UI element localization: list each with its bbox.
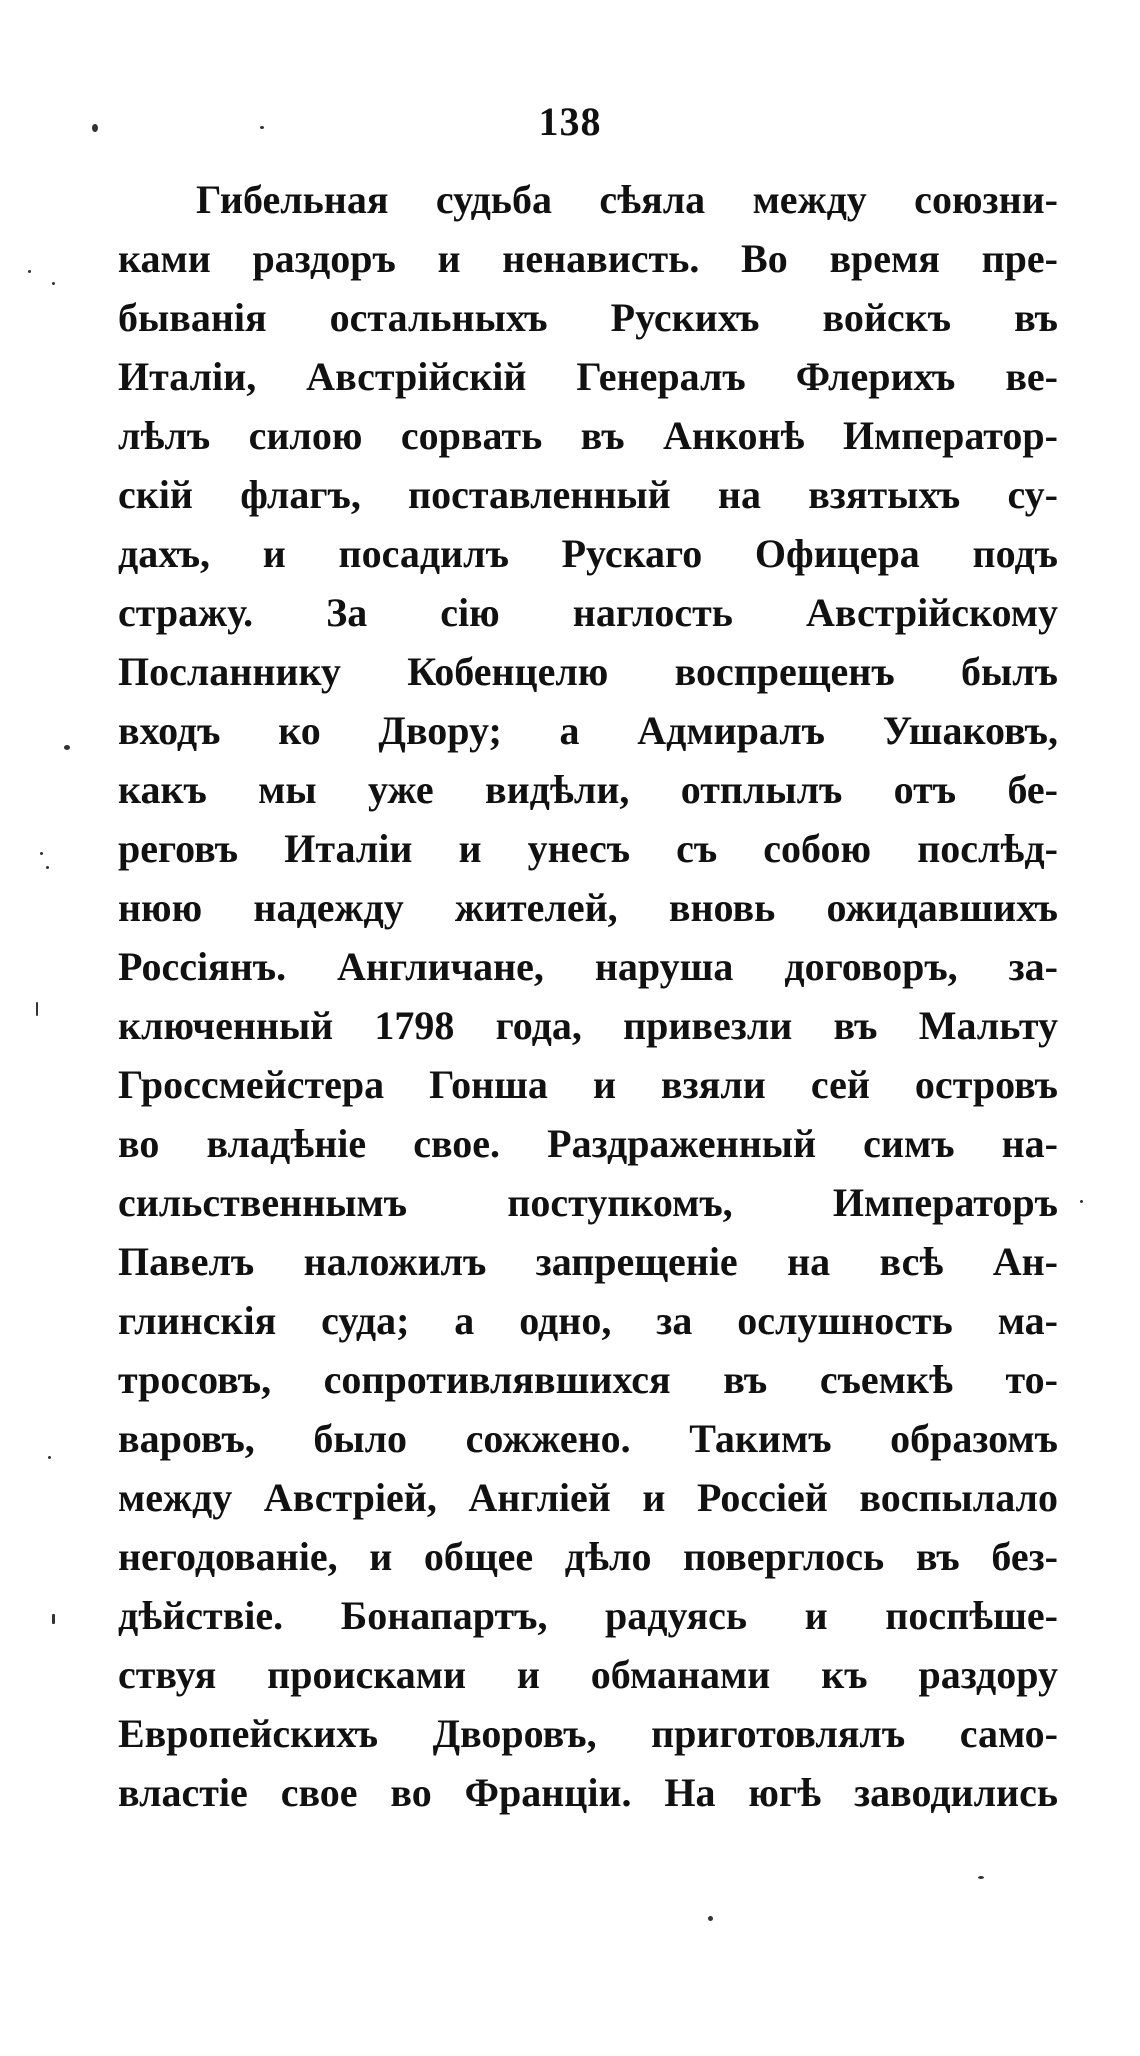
text-line: властіе свое во Франціи. На югѣ заводились: [118, 1770, 1058, 1815]
text-line: Италіи, Австрійскій Генералъ Флерихъ ве-: [118, 354, 1058, 399]
text-line: негодованіе, и общее дѣло поверглось въ без-: [118, 1534, 1058, 1579]
text-line: лѣлъ силою сорвать въ Анконѣ Император-: [118, 413, 1058, 458]
scan-speck: [52, 282, 55, 285]
scan-speck: [36, 1002, 38, 1016]
text-line: входъ ко Двору; а Адмиралъ Ушаковъ,: [118, 708, 1058, 753]
scan-speck: [52, 1614, 55, 1624]
text-line: ствуя происками и обманами къ раздору: [118, 1652, 1058, 1697]
text-line: дахъ, и посадилъ Рускаго Офицера подъ: [118, 531, 1058, 576]
text-line: Павелъ наложилъ запрещеніе на всѣ Ан-: [118, 1239, 1058, 1284]
text-line: какъ мы уже видѣли, отплылъ отъ бе-: [118, 767, 1058, 812]
text-line: быванія остальныхъ Рускихъ войскъ въ: [118, 295, 1058, 340]
text-line: тросовъ, сопротивлявшихся въ съемкѣ то-: [118, 1357, 1058, 1402]
text-line: во владѣніе свое. Раздраженный симъ на-: [118, 1121, 1058, 1166]
text-line: Россіянъ. Англичане, наруша договоръ, за-: [118, 944, 1058, 989]
text-line: варовъ, было сожжено. Такимъ образомъ: [118, 1416, 1058, 1461]
scan-speck: [46, 866, 49, 869]
body-text: [118, 170, 1058, 1822]
text-line: между Австріей, Англіей и Россіей воспылало: [118, 1475, 1058, 1520]
text-line: дѣйствіе. Бонапартъ, радуясь и поспѣше-: [118, 1593, 1058, 1638]
text-line: нюю надежду жителей, вновь ожидавшихъ: [118, 885, 1058, 930]
page-number: 138: [538, 99, 602, 144]
scan-speck: [708, 1916, 713, 1921]
text-line: ключенный 1798 года, привезли въ Мальту: [118, 1003, 1058, 1048]
scan-speck: [1080, 1200, 1083, 1203]
text-line: глинскія суда; а одно, за ослушность ма-: [118, 1298, 1058, 1343]
text-line: Европейскихъ Дворовъ, приготовлялъ само-: [118, 1711, 1058, 1756]
scan-speck: [978, 1876, 984, 1879]
scan-speck: [28, 270, 31, 273]
text-line: стражу. За сію наглость Австрійскому: [118, 590, 1058, 635]
scan-speck: [64, 745, 70, 750]
text-line: скій флагъ, поставленный на взятыхъ су-: [118, 472, 1058, 517]
scan-speck: [40, 852, 43, 855]
text-line: сильственнымъ поступкомъ, Императоръ: [118, 1180, 1058, 1225]
text-line: ками раздоръ и ненависть. Во время пре-: [118, 236, 1058, 281]
text-line: Посланнику Кобенцелю воспрещенъ былъ: [118, 649, 1058, 694]
text-line: Гроссмейстера Гонша и взяли сей островъ: [118, 1062, 1058, 1107]
text-line: Гибельная судьба сѣяла между союзни-: [196, 177, 1058, 222]
scan-speck: [48, 1456, 51, 1459]
text-line: реговъ Италіи и унесъ съ собою послѣд-: [118, 826, 1058, 871]
